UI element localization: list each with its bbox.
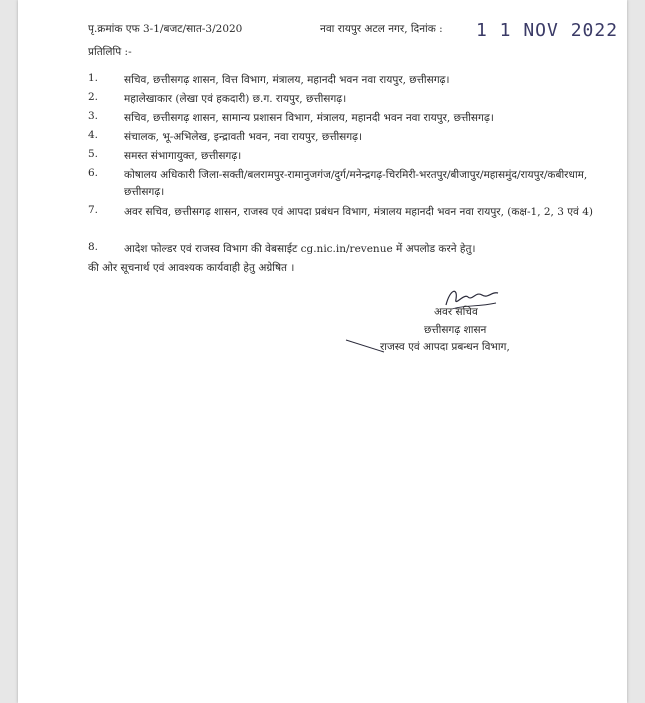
item-number: 8.: [88, 241, 99, 253]
signatory-department: राजस्व एवं आपदा प्रबन्धन विभाग,: [380, 341, 510, 353]
scan-edge-left: [0, 0, 18, 703]
item-text: अवर सचिव, छत्तीसगढ़ शासन, राजस्व एवं आपदा प्रबंधन विभाग, मंत्रालय महानदी भवन नवा रायपुर, (कक्ष-1, 2, 3 एवं 4): [124, 206, 594, 218]
item-number: 7.: [88, 204, 99, 216]
item-text: कोषालय अधिकारी जिला-सक्ती/बलरामपुर-रामानुजगंज/दुर्ग/मनेन्द्रगढ़-चिरमिरी-भरतपुर/बीजापुर/महासमुंद/रायपुर/कबीरधाम, छत्तीसगढ़।: [124, 169, 588, 198]
item-text: महालेखाकार (लेखा एवं हकदारी) छ.ग. रायपुर, छत्तीसगढ़।: [124, 93, 347, 105]
date-stamp: 1 1 NOV 2022: [476, 20, 619, 41]
item-number: 1.: [88, 72, 99, 84]
item-number: 4.: [88, 129, 99, 141]
item-number: 3.: [88, 110, 99, 122]
item-text: सचिव, छत्तीसगढ़ शासन, वित्त विभाग, मंत्रालय, महानदी भवन नवा रायपुर, छत्तीसगढ़।: [124, 74, 450, 86]
copy-to-label: प्रतिलिपि :-: [88, 46, 132, 58]
item-number: 2.: [88, 91, 99, 103]
forwarding-note: की ओर सूचनार्थ एवं आवश्यक कार्यवाही हेतु अग्रेषित ।: [88, 262, 295, 274]
place-date-label: नवा रायपुर अटल नगर, दिनांक :: [320, 23, 443, 35]
item-number: 6.: [88, 167, 99, 179]
scan-edge-right: [627, 0, 645, 703]
item-text: सचिव, छत्तीसगढ़ शासन, सामान्य प्रशासन विभाग, मंत्रालय, महानदी भवन नवा रायपुर, छत्तीसगढ़।: [124, 112, 494, 124]
item-text: आदेश फोल्डर एवं राजस्व विभाग की वेबसाईट cg.nic.in/revenue में अपलोड करने हेतु।: [124, 243, 476, 255]
signatory-office: छत्तीसगढ़ शासन: [424, 324, 487, 336]
signatory-title: अवर सचिव: [434, 306, 478, 318]
item-text: समस्त संभागायुक्त, छत्तीसगढ़।: [124, 150, 242, 162]
item-number: 5.: [88, 148, 99, 160]
reference-number: पृ.क्रमांक एफ 3-1/बजट/सात-3/2020: [88, 23, 243, 35]
item-text: संचालक, भू-अभिलेख, इन्द्रावती भवन, नवा रायपुर, छत्तीसगढ़।: [124, 131, 363, 143]
